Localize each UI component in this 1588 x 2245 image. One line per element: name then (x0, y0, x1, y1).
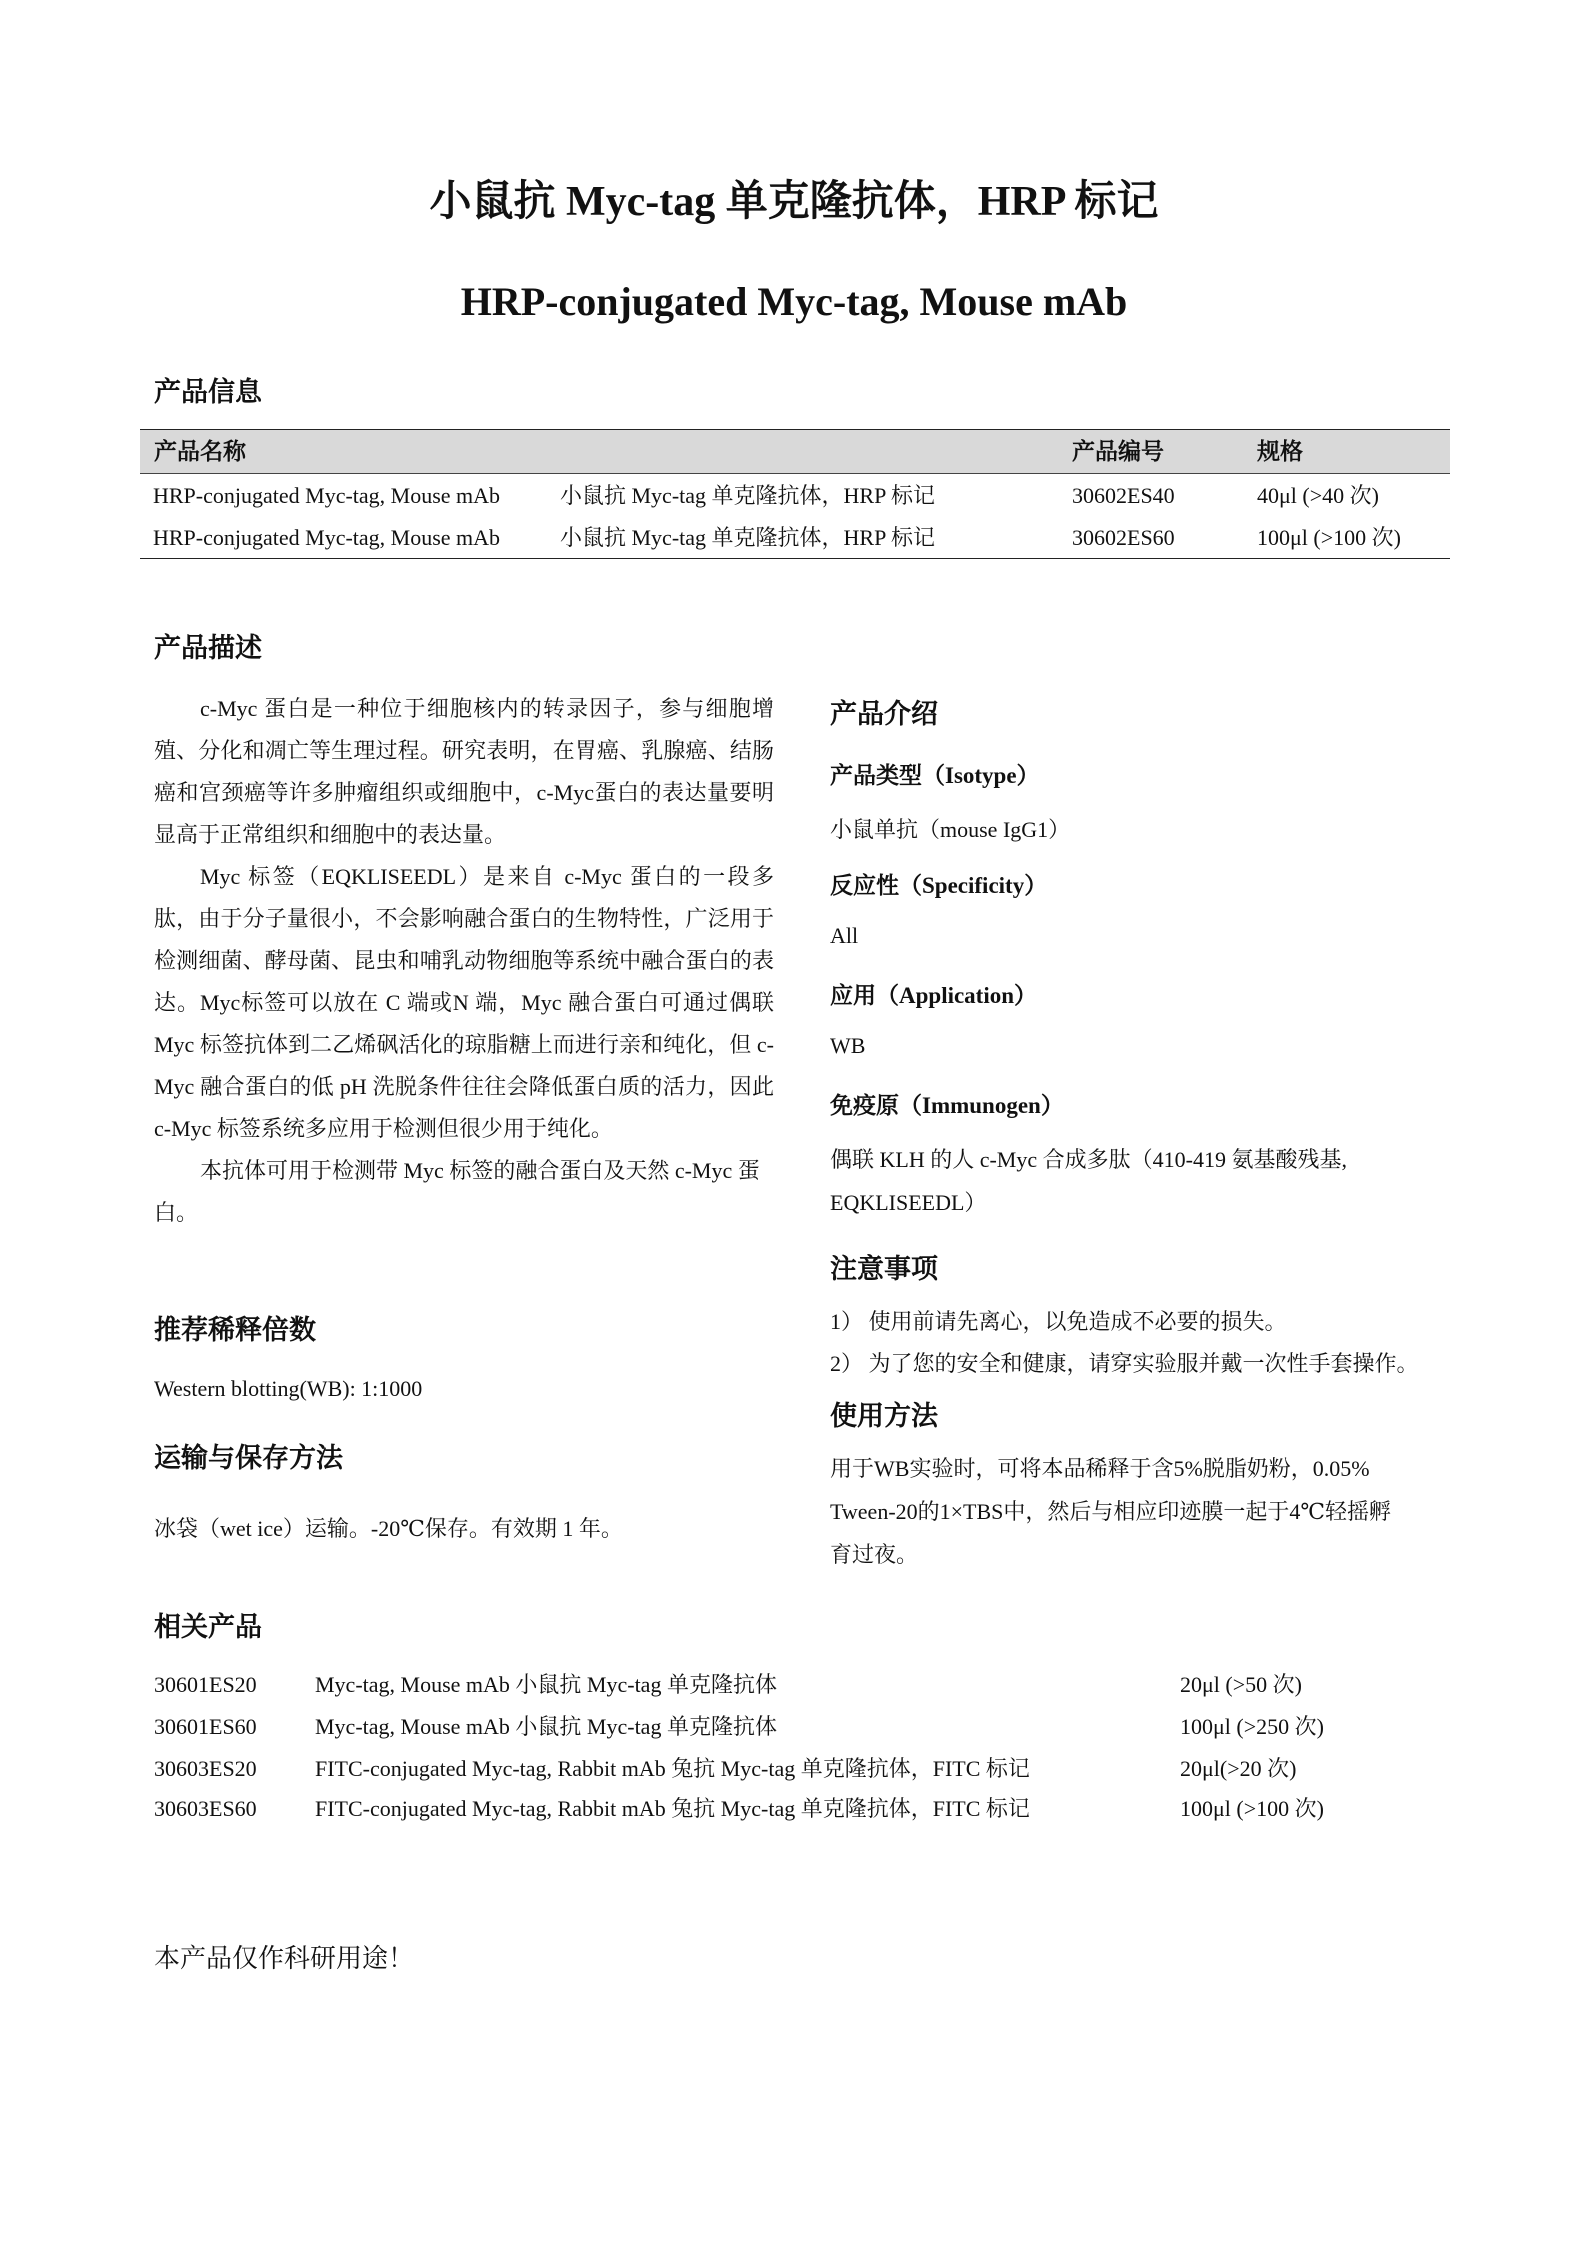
storage-heading: 运输与保存方法 (154, 1443, 343, 1473)
related-code: 30601ES60 (154, 1714, 257, 1739)
row-name-en: HRP-conjugated Myc-tag, Mouse mAb (153, 525, 501, 550)
header-spec: 规格 (1257, 439, 1303, 464)
list-item (154, 1664, 1454, 1706)
usage-heading: 使用方法 (830, 1401, 938, 1431)
description-body (154, 688, 774, 1234)
specificity-label: 反应性（Specificity） (830, 873, 1048, 898)
usage-line: 用于WB实验时，可将本品稀释于含5%脱脂奶粉，0.05% (830, 1456, 1370, 1481)
related-list (154, 1664, 1454, 1830)
row-name-cn: 小鼠抗 Myc-tag 单克隆抗体，HRP 标记 (560, 525, 936, 550)
table-header-row (140, 430, 1450, 474)
storage-text: 冰袋（wet ice）运输。-20℃保存。有效期 1 年。 (154, 1516, 623, 1541)
page-title-cn: 小鼠抗 Myc-tag 单克隆抗体，HRP 标记 (429, 179, 1159, 225)
immunogen-value-line2: EQKLISEEDL） (830, 1190, 987, 1215)
related-name: Myc-tag, Mouse mAb 小鼠抗 Myc-tag 单克隆抗体 (315, 1672, 777, 1697)
related-code: 30601ES20 (154, 1672, 257, 1697)
header-product-name: 产品名称 (154, 439, 246, 464)
related-name: FITC-conjugated Myc-tag, Rabbit mAb 兔抗 Myc-tag 单克隆抗体，FITC 标记 (315, 1756, 1030, 1781)
page-title-en: HRP-conjugated Myc-tag, Mouse mAb (460, 279, 1128, 324)
description-heading: 产品描述 (154, 633, 262, 663)
dilution-heading: 推荐稀释倍数 (154, 1315, 316, 1345)
row-name-cn: 小鼠抗 Myc-tag 单克隆抗体，HRP 标记 (560, 483, 936, 508)
related-code: 30603ES20 (154, 1756, 257, 1781)
immunogen-value-line1: 偶联 KLH 的人 c-Myc 合成多肽（410-419 氨基酸残基, (830, 1147, 1347, 1172)
related-name: Myc-tag, Mouse mAb 小鼠抗 Myc-tag 单克隆抗体 (315, 1714, 777, 1739)
usage-line: Tween-20的1×TBS中，然后与相应印迹膜一起于4℃轻摇孵 (830, 1499, 1392, 1524)
notes-heading: 注意事项 (830, 1254, 938, 1284)
isotype-label: 产品类型（Isotype） (830, 763, 1040, 788)
row-code: 30602ES60 (1072, 525, 1175, 550)
list-item (154, 1788, 1454, 1830)
related-code: 30603ES60 (154, 1796, 257, 1821)
related-spec: 100μl (>100 次) (1180, 1796, 1324, 1821)
description-paragraph: Myc 标签（EQKLISEEDL）是来自 c-Myc 蛋白的一段多肽，由于分子量很小，不会影响融合蛋白的生物特性，广泛用于检测细菌、酵母菌、昆虫和哺乳动物细胞等系统中融合蛋白的表达。Myc标签可以放在 C 端或N 端，Myc 融合蛋白可通过偶联 Myc 标签抗体到二乙烯砜活化的琼脂糖上而进行亲和纯化，但 c-Myc 融合蛋白的低 pH 洗脱条件往往会降低蛋白质的活力，因此 c-Myc 标签系统多应用于检测但很少用于纯化。 (154, 864, 774, 1141)
description-paragraph: 本抗体可用于检测带 Myc 标签的融合蛋白及天然 c-Myc 蛋白。 (154, 1158, 760, 1225)
table-row (140, 474, 1450, 516)
research-use-notice: 本产品仅作科研用途！ (154, 1944, 415, 1973)
related-heading: 相关产品 (154, 1612, 262, 1642)
immunogen-label: 免疫原（Immunogen） (830, 1093, 1064, 1118)
related-spec: 20μl(>20 次) (1180, 1756, 1297, 1781)
row-name-en: HRP-conjugated Myc-tag, Mouse mAb (153, 483, 501, 508)
related-spec: 100μl (>250 次) (1180, 1714, 1324, 1739)
description-paragraph: c-Myc 蛋白是一种位于细胞核内的转录因子，参与细胞增殖、分化和凋亡等生理过程。研究表明，在胃癌、乳腺癌、结肠癌和宫颈癌等许多肿瘤组织或细胞中，c-Myc蛋白的表达量要明显高于正常组织和细胞中的表达量。 (154, 696, 774, 847)
isotype-value: 小鼠单抗（mouse IgG1） (830, 817, 1071, 842)
related-spec: 20μl (>50 次) (1180, 1672, 1302, 1697)
row-spec: 100μl (>100 次) (1257, 525, 1401, 550)
row-code: 30602ES40 (1072, 483, 1175, 508)
related-name: FITC-conjugated Myc-tag, Rabbit mAb 兔抗 Myc-tag 单克隆抗体，FITC 标记 (315, 1796, 1030, 1821)
note-item: 2） 为了您的安全和健康，请穿实验服并戴一次性手套操作。 (830, 1351, 1419, 1376)
application-value: WB (830, 1033, 866, 1058)
usage-line: 育过夜。 (830, 1542, 919, 1567)
product-info-heading: 产品信息 (154, 377, 262, 407)
row-spec: 40μl (>40 次) (1257, 483, 1379, 508)
application-label: 应用（Application） (830, 983, 1038, 1008)
header-product-code: 产品编号 (1072, 439, 1164, 464)
table-row (140, 516, 1450, 558)
product-info-table (140, 429, 1450, 559)
list-item (154, 1748, 1454, 1788)
dilution-text: Western blotting(WB): 1:1000 (154, 1376, 423, 1401)
note-item: 1） 使用前请先离心，以免造成不必要的损失。 (830, 1309, 1287, 1334)
specificity-value: All (830, 923, 859, 948)
intro-heading: 产品介绍 (830, 699, 938, 729)
list-item (154, 1706, 1454, 1748)
